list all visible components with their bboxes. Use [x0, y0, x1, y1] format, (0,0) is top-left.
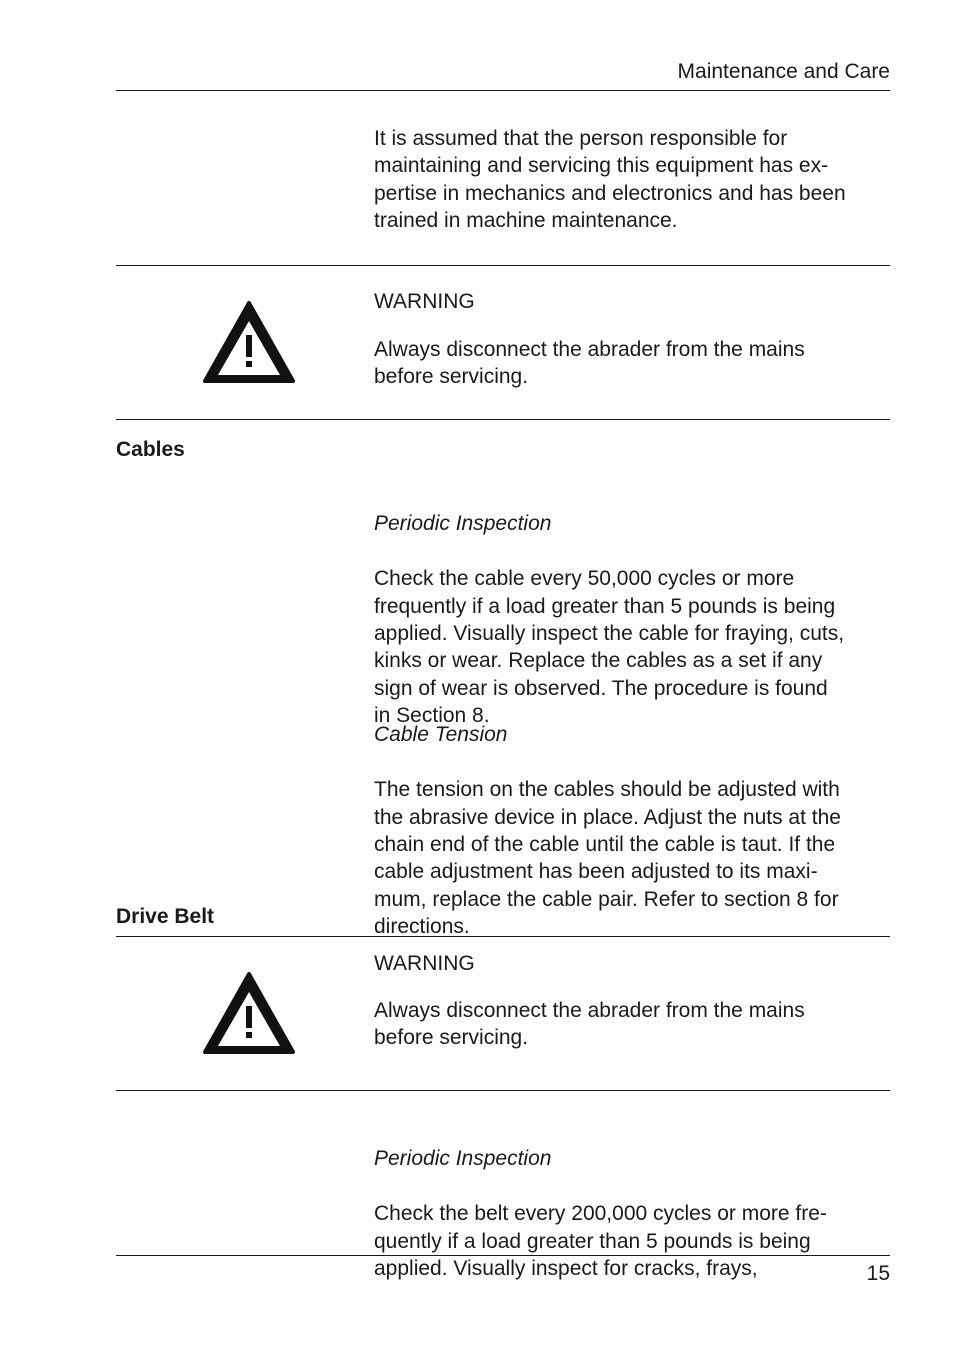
page-number: 15 — [866, 1262, 890, 1285]
cables-periodic-inspection — [374, 483, 894, 730]
warning-label: WARNING — [374, 952, 475, 975]
warning-text: Always disconnect the abrader from the mains before servicing. — [374, 999, 805, 1050]
subheading: Periodic Inspection — [374, 512, 552, 536]
paragraph: The tension on the cables should be adjusted with the abrasive device in place. Adjust the nuts at the chain end of the cable until the cable is taut. If the cable adjustment has been adjusted to its maxi- mum, replace the cable pair. Refer to section 8 for directions. — [374, 778, 841, 939]
intro-paragraph: It is assumed that the person responsible for maintaining and servicing this equipment has ex- pertise in mechanics and electronics and has been trained in machine maintenance. — [374, 127, 846, 233]
paragraph: Check the cable every 50,000 cycles or more frequently if a load greater than 5 pounds is being applied. Visually inspect the cable for fraying, cuts, kinks or wear. Replace the cables as a set if any sign of wear is observed. The procedure is found in Section 8. — [374, 567, 845, 728]
divider — [116, 265, 890, 266]
subheading: Periodic Inspection — [374, 1147, 552, 1171]
section-heading-drive-belt: Drive Belt — [116, 905, 215, 928]
divider — [116, 1090, 890, 1091]
warning-text: Always disconnect the abrader from the mains before servicing. — [374, 338, 805, 389]
paragraph: Check the belt every 200,000 cycles or more fre- quently if a load greater than 5 pounds is being applied. Visually inspect for cracks, frays, — [374, 1202, 827, 1281]
running-header: Maintenance and Care — [677, 60, 890, 83]
header-rule — [116, 90, 890, 91]
warning-label: WARNING — [374, 290, 475, 313]
cables-cable-tension — [374, 694, 894, 941]
divider — [116, 419, 890, 420]
subheading: Cable Tension — [374, 723, 508, 747]
section-heading-cables: Cables — [116, 438, 185, 461]
drive-belt-periodic-inspection — [374, 1118, 894, 1282]
warning-triangle-icon — [202, 970, 296, 1056]
warning-triangle-icon — [202, 299, 296, 385]
divider — [116, 936, 890, 937]
footer-rule — [116, 1255, 890, 1256]
